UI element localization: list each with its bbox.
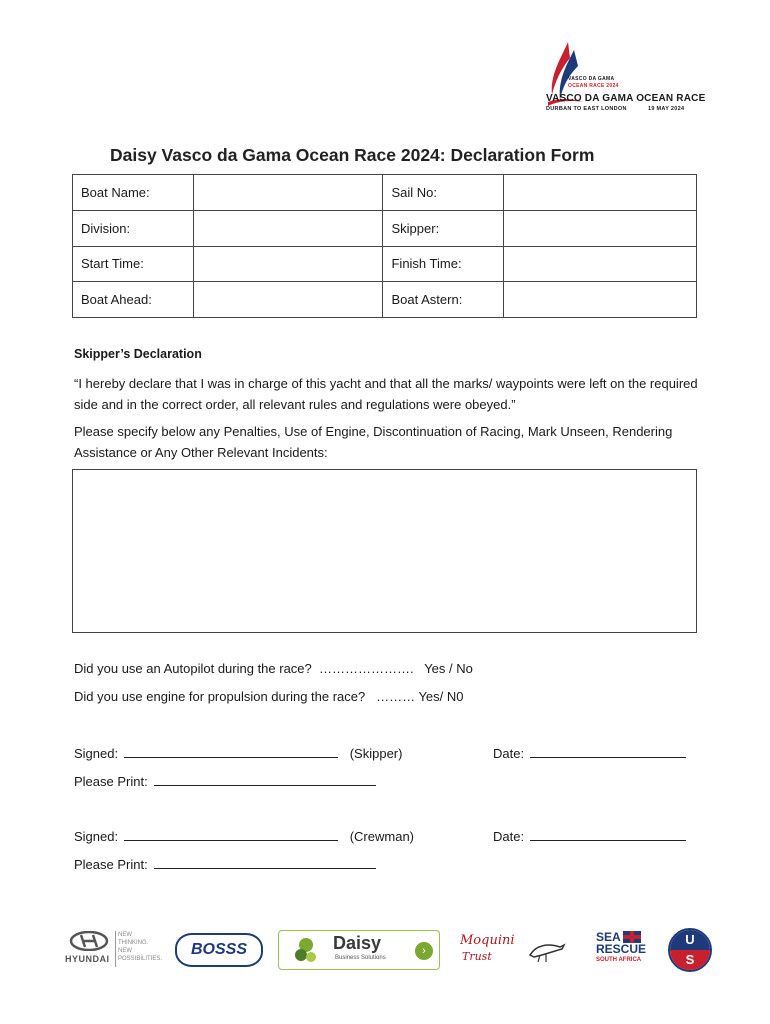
logo-line2: OCEAN RACE 2024 — [568, 83, 619, 89]
skipper-signature — [74, 745, 402, 761]
engine-question: Did you use engine for propulsion during the race? ……… Yes/ N0 — [74, 689, 464, 704]
table-row — [73, 175, 697, 211]
hyundai-emblem-icon — [69, 931, 109, 951]
division-label: Division: — [73, 210, 194, 246]
sail-no-field[interactable] — [504, 175, 697, 211]
boat-ahead-label: Boat Ahead: — [73, 282, 194, 318]
incidents-textarea[interactable] — [72, 469, 697, 633]
daisy-arrow-icon: › — [415, 942, 433, 960]
boat-ahead-field[interactable] — [193, 282, 383, 318]
logo-date: 19 MAY 2024 — [648, 106, 685, 112]
boat-info-table — [72, 174, 697, 318]
crewman-date-line[interactable] — [530, 828, 686, 841]
print-label: Please Print: — [74, 774, 148, 789]
crewman-date — [493, 828, 686, 844]
hyundai-wordmark: HYUNDAI — [65, 954, 110, 964]
table-row — [73, 282, 697, 318]
boat-astern-field[interactable] — [504, 282, 697, 318]
skipper-signature-line[interactable] — [124, 745, 338, 758]
crewman-print — [74, 856, 376, 872]
daisy-wordmark: Daisy — [333, 933, 382, 953]
crewman-print-line[interactable] — [154, 856, 376, 869]
us-club-logo — [668, 928, 712, 972]
skipper-label: Skipper: — [383, 210, 504, 246]
skipper-role: (Skipper) — [349, 746, 403, 761]
logo-route: DURBAN TO EAST LONDON — [546, 106, 627, 112]
table-row — [73, 210, 697, 246]
start-time-label: Start Time: — [73, 246, 194, 282]
sea-rescue-line3: SOUTH AFRICA — [596, 957, 642, 963]
signed-label: Signed: — [74, 746, 119, 761]
sea-rescue-line2: RESCUE — [596, 942, 647, 956]
table-row — [73, 246, 697, 282]
crewman-signature — [74, 828, 414, 844]
declaration-instructions: Please specify below any Penalties, Use of Engine, Discontinuation of Racing, Mark Unseen, Rendering Assistance or Any Other Relevant Incidents: — [74, 424, 673, 460]
declaration-heading: Skipper’s Declaration — [74, 347, 202, 361]
finish-time-field[interactable] — [504, 246, 697, 282]
autopilot-question: Did you use an Autopilot during the race? …………………. Yes / No — [74, 661, 473, 676]
bosss-logo — [175, 933, 263, 967]
us-club-bottom: S — [670, 950, 710, 970]
declaration-quote: “I hereby declare that I was in charge of this yacht and that all the marks/ waypoints were left on the required side and in the correct order, all relevant rules and regulations were obeyed.” — [74, 376, 698, 412]
skipper-field[interactable] — [504, 210, 697, 246]
date-label: Date: — [493, 746, 525, 761]
crewman-role: (Crewman) — [349, 829, 415, 844]
logo-title: VASCO DA GAMA OCEAN RACE — [546, 93, 706, 104]
crewman-signature-line[interactable] — [124, 828, 338, 841]
boat-name-field[interactable] — [193, 175, 383, 211]
daisy-logo — [278, 930, 440, 970]
finish-time-label: Finish Time: — [383, 246, 504, 282]
sea-rescue-logo — [596, 931, 652, 973]
signed-label: Signed: — [74, 829, 119, 844]
print-label: Please Print: — [74, 857, 148, 872]
division-field[interactable] — [193, 210, 383, 246]
moquini-logo — [458, 933, 568, 969]
daisy-subtitle: Business Solutions — [335, 955, 386, 961]
skipper-print — [74, 773, 376, 789]
hyundai-logo — [65, 931, 165, 971]
bird-icon — [526, 937, 566, 963]
skipper-date — [493, 745, 686, 761]
sail-no-label: Sail No: — [383, 175, 504, 211]
skipper-date-line[interactable] — [530, 745, 686, 758]
date-label: Date: — [493, 829, 525, 844]
bosss-wordmark: BOSSS — [190, 941, 247, 958]
race-logo — [540, 40, 710, 125]
skipper-print-line[interactable] — [154, 773, 376, 786]
boat-name-label: Boat Name: — [73, 175, 194, 211]
us-club-top: U — [670, 930, 710, 950]
sea-rescue-line1: SEA — [596, 930, 621, 944]
moquini-subtitle: Trust — [462, 950, 492, 963]
hyundai-tagline: NEW THINKING. NEW POSSIBILITIES. — [118, 932, 163, 962]
page-title: Daisy Vasco da Gama Ocean Race 2024: Declaration Form — [110, 145, 595, 165]
start-time-field[interactable] — [193, 246, 383, 282]
moquini-wordmark: Moquini — [460, 933, 515, 948]
logo-line1: VASCO DA GAMA — [568, 76, 615, 82]
daisy-flower-icon — [293, 935, 319, 965]
boat-astern-label: Boat Astern: — [383, 282, 504, 318]
sponsor-logos — [0, 925, 770, 975]
